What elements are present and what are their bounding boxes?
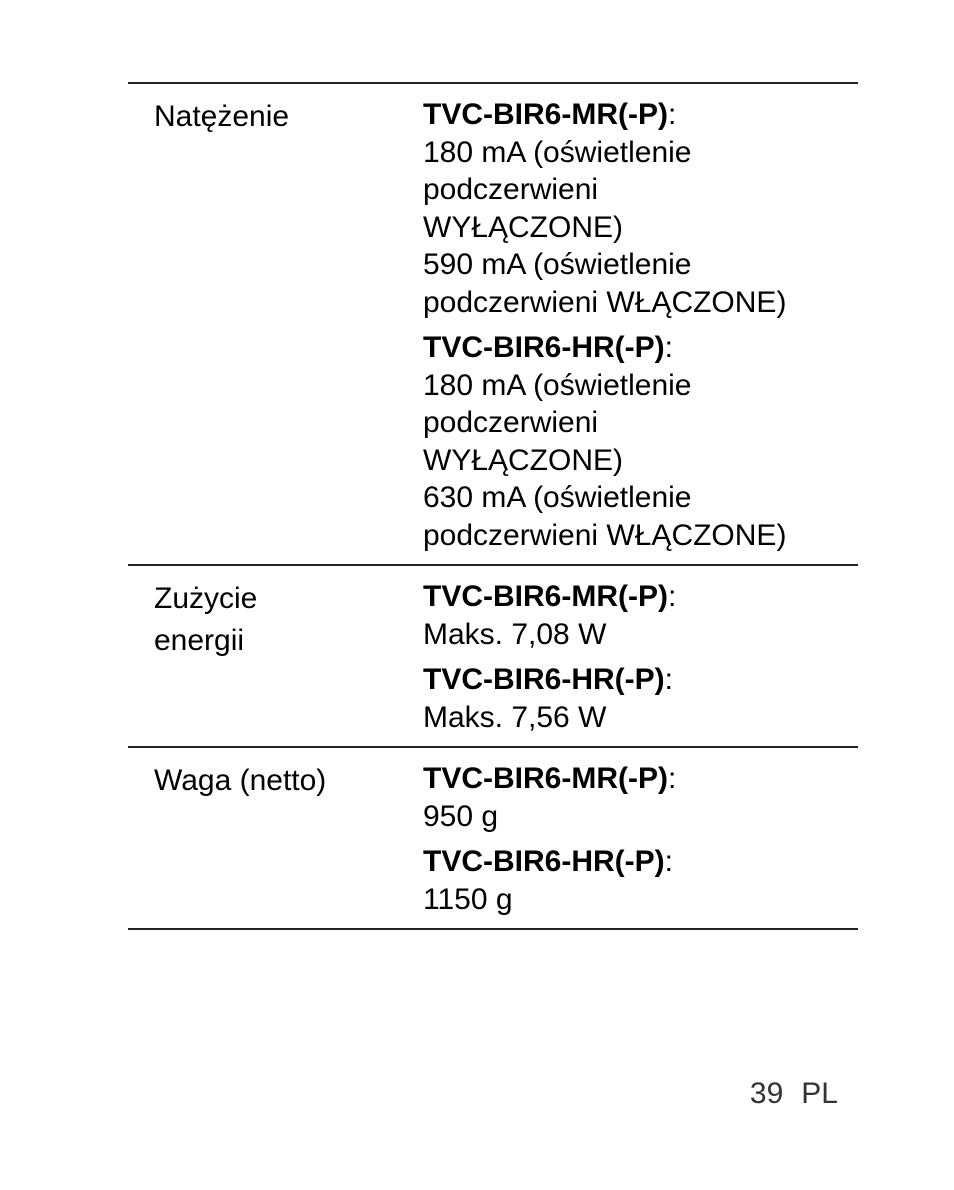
model-colon: : [667,98,677,131]
variant-hr [423,329,858,554]
spec-label: Natężenie [154,100,290,133]
model-colon: : [667,580,677,613]
spec-values [398,760,858,918]
page-number: 39 [749,1077,784,1110]
model-name: TVC-BIR6-MR(-P) [423,762,668,795]
language-code: PL [801,1077,838,1110]
model-name: TVC-BIR6-HR(-P) [423,663,665,696]
model-colon: : [667,762,677,795]
spec-row-current [128,84,858,566]
variant-hr [423,843,858,918]
model-name: TVC-BIR6-HR(-P) [423,845,665,878]
variant-mr [423,96,858,321]
spec-label: Waga (netto) [154,764,327,797]
variant-mr [423,760,858,835]
variant-hr [423,661,858,736]
page-footer [750,1074,838,1114]
spec-value: 950 g [423,799,499,833]
model-colon: : [664,845,673,878]
variant-mr [423,578,858,653]
spec-values [398,96,858,554]
spec-values [398,578,858,736]
spec-value: Maks. 7,56 W [423,700,607,734]
spec-value: Maks. 7,08 W [423,617,607,651]
model-name: TVC-BIR6-MR(-P) [423,580,668,613]
spec-label: Zużycie energii [154,582,258,657]
spec-row-weight [128,748,858,930]
model-name: TVC-BIR6-HR(-P) [423,331,665,364]
spec-value: 180 mA (oświetlenie podczerwieni WYŁĄCZONE) 590 mA (oświetlenie podczerwieni WŁĄCZONE) [423,135,787,319]
spec-value: 1150 g [423,882,513,916]
spec-table [128,82,858,930]
model-colon: : [664,663,673,696]
spec-value: 180 mA (oświetlenie podczerwieni WYŁĄCZONE) 630 mA (oświetlenie podczerwieni WŁĄCZONE) [423,368,787,552]
model-colon: : [664,331,673,364]
spec-row-power [128,566,858,748]
model-name: TVC-BIR6-MR(-P) [423,98,668,131]
